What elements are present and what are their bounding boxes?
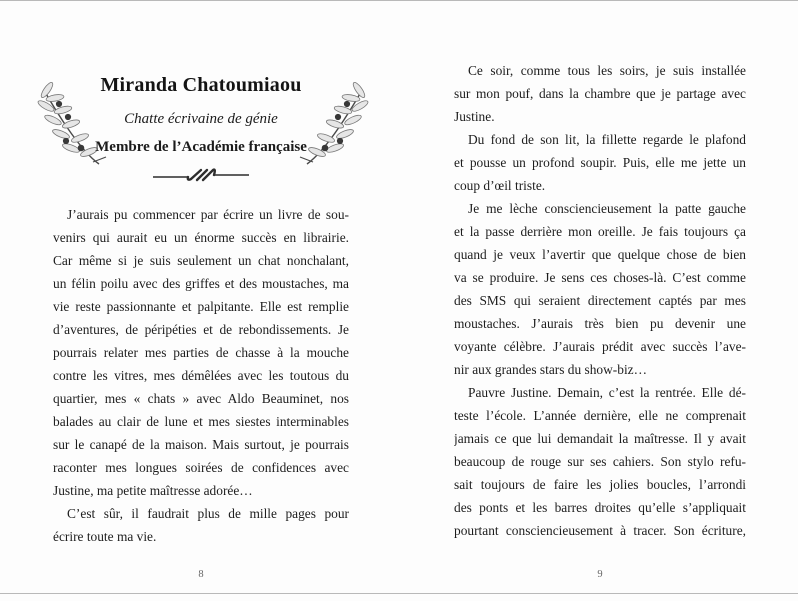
chapter-title: Miranda Chatoumiaou <box>100 74 302 96</box>
paragraph <box>53 502 349 548</box>
text-line: jamais ce que lui demandait la maîtresse. Il y avait <box>454 431 746 446</box>
book-page-right <box>454 0 746 601</box>
paragraph <box>53 203 349 502</box>
text-line: sur le canapé de la maison. Mais surtout, je pourrais <box>53 437 349 452</box>
text-line: et la passe derrière mon oreille. Je fais toujours ça <box>454 224 746 239</box>
text-line: C’est sûr, il faudrait plus de mille pages pour <box>67 506 349 521</box>
text-line: coup d’œil triste. <box>454 178 546 193</box>
right-page-text <box>454 59 746 542</box>
page-number-left: 8 <box>198 569 204 580</box>
text-line: des SMS qui seraient directement captés par mes <box>454 293 746 308</box>
text-line: voyante célèbre. J’aurais prédit avec succès l’ave- <box>454 339 746 354</box>
text-line: Du fond de son lit, la fillette regarde le plafond <box>468 132 746 147</box>
text-line: Justine. <box>454 109 495 124</box>
text-line: pourrais relater mes parties de chasse à la mouche <box>53 345 349 360</box>
paragraph <box>454 381 746 542</box>
text-line: d’aventures, de péripéties et de rebondissements. Je <box>53 322 349 337</box>
text-line: quand je veux l’avertir que quelque chose de bien <box>454 247 746 262</box>
text-line: et pousse un profond soupir. Puis, elle me jette un <box>454 155 746 170</box>
text-line: teste l’école. L’année dernière, elle ne comprenait <box>454 408 746 423</box>
text-line: un félin poilu avec des griffes et des moustaches, ma <box>53 276 349 291</box>
text-line: Je me lèche consciencieusement la patte gauche <box>468 201 746 216</box>
paragraph <box>454 197 746 381</box>
text-line: Ce soir, comme tous les soirs, je suis installée <box>468 63 746 78</box>
paragraph <box>454 128 746 197</box>
rope-twist-divider-icon <box>151 167 251 185</box>
text-line: Justine, ma petite maîtresse adorée… <box>53 483 253 498</box>
text-line: raconter mes longues soirées de confidences avec <box>53 460 349 475</box>
chapter-subtitle: Chatte écrivaine de génie <box>124 111 278 127</box>
text-line: balades au clair de lune et mes siestes interminables <box>53 414 349 429</box>
paragraph <box>454 59 746 128</box>
text-line: J’aurais pu commencer par écrire un livre de sou- <box>67 207 349 222</box>
text-line: contre les vitres, mes démêlées avec les toutous du <box>53 368 349 383</box>
text-line: Pauvre Justine. Demain, c’est la rentrée. Elle dé- <box>468 385 746 400</box>
text-line: sait toujours de faire les jolies boucles, l’arrondi <box>454 477 746 492</box>
chapter-affiliation: Membre de l’Académie française <box>95 139 307 155</box>
text-line: va se produire. Je sens ces choses-là. C’est comme <box>454 270 746 285</box>
text-line: nir aux grandes stars du show-biz… <box>454 362 648 377</box>
text-line: des ponts et les barres droites qu’elle s’appliquait <box>454 500 746 515</box>
text-line: pourtant consciencieusement à tracer. Son écriture, <box>454 523 746 538</box>
text-line: beaucoup de rouge sur ses cahiers. Son stylo refu- <box>454 454 746 469</box>
left-page-text <box>53 203 349 548</box>
text-line: écrire toute ma vie. <box>53 529 157 544</box>
text-line: quartier, mes « chats » avec Aldo Beauminet, nos <box>53 391 349 406</box>
text-line: venirs qui aurait eu un énorme succès en librairie. <box>53 230 349 245</box>
text-line: vie reste passionnante et palpitante. Elle est remplie <box>53 299 349 314</box>
page-number-right: 9 <box>597 569 603 580</box>
text-line: moustaches. J’aurais très bien pu devenir une <box>454 316 746 331</box>
book-page-left <box>53 0 349 601</box>
text-line: Car même si je suis seulement un chat nonchalant, <box>53 253 349 268</box>
text-line: sur mon pouf, dans la chambre que je partage avec <box>454 86 746 101</box>
